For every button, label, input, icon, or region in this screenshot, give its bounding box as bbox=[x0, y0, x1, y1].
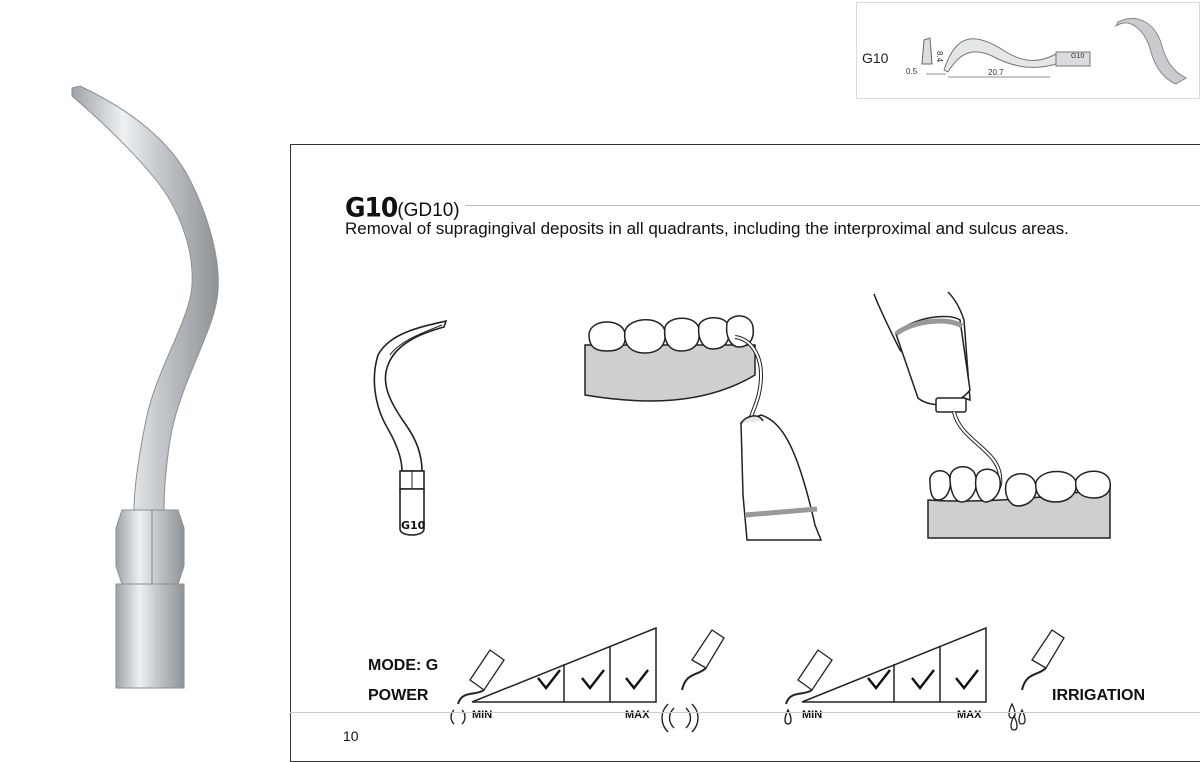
spec-tip-drawing bbox=[856, 2, 1198, 97]
power-label: POWER bbox=[368, 687, 429, 704]
tip-line-drawing bbox=[370, 315, 460, 545]
spec-dim-tip: 0.5 bbox=[906, 67, 918, 76]
scaler-tip-render bbox=[60, 80, 240, 692]
product-code: G10 bbox=[345, 192, 398, 223]
tip-engraving: G10 bbox=[401, 519, 426, 532]
spec-engraving: G10 bbox=[1071, 53, 1085, 60]
spec-dim-height: 8.4 bbox=[935, 50, 945, 63]
power-max-icon bbox=[662, 704, 698, 732]
clinical-illustration-2 bbox=[870, 290, 1115, 540]
clinical-illustration-1 bbox=[585, 305, 825, 540]
power-min-label: MIN bbox=[472, 709, 493, 721]
footer-divider bbox=[290, 712, 1200, 713]
product-description: Removal of supragingival deposits in all quadrants, including the interproximal and sulcus areas. bbox=[345, 219, 1069, 238]
power-max-label: MAX bbox=[625, 709, 650, 721]
mode-label: MODE: G bbox=[368, 657, 439, 674]
spec-dim-length: 20.7 bbox=[988, 68, 1004, 77]
irrigation-label: IRRIGATION bbox=[1052, 687, 1146, 704]
title-divider bbox=[465, 205, 1200, 206]
product-alt-code: (GD10) bbox=[397, 200, 460, 221]
irrigation-max-label: MAX bbox=[957, 709, 982, 721]
handpiece-icon-max bbox=[1022, 630, 1064, 690]
page-number: 10 bbox=[343, 728, 359, 744]
irrigation-max-icon bbox=[1009, 704, 1025, 730]
product-title bbox=[345, 193, 460, 222]
spec-code: G10 bbox=[862, 50, 889, 66]
irrigation-min-label: MIN bbox=[802, 709, 823, 721]
